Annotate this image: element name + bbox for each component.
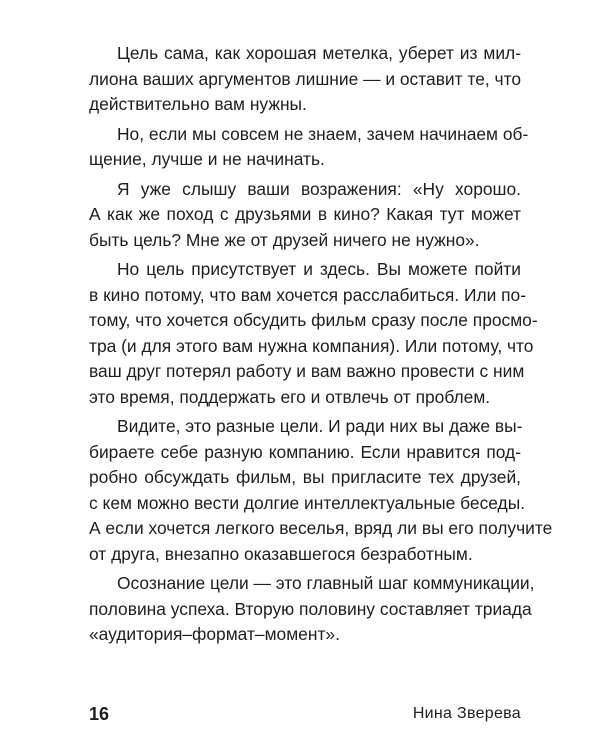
text-line: робно обсуждать фильм, вы пригласите тех друзей, [89, 467, 521, 487]
text-line: от друга, внезапно оказавшегося безработным. [89, 543, 473, 564]
text-line: в кино потому, что вам хочется расслабиться. Или по- [89, 284, 527, 305]
paragraph-3 [89, 177, 521, 254]
paragraph-1 [89, 41, 521, 118]
text-line: быть цель? Мне же от друзей ничего не нужно». [89, 229, 480, 250]
paragraph-4 [89, 257, 538, 410]
text-line: Цель сама, как хорошая метелка, уберет из мил- [117, 43, 521, 63]
text-line: половина успеха. Вторую половину составляет триада [89, 598, 532, 619]
text-line: А если хочется легкого веселья, вряд ли вы его получите [89, 518, 553, 538]
text-line: Осознание цели — это главный шаг коммуникации, [117, 573, 535, 593]
text-line: Но цель присутствует и здесь. Вы можете пойти [117, 259, 521, 279]
text-line: это время, поддержать его и отвлечь от проблем. [89, 386, 491, 407]
text-line: с кем можно вести долгие интеллектуальные беседы. [89, 492, 526, 513]
author-name: Нина Зверева [412, 705, 521, 722]
page-number: 16 [89, 704, 110, 724]
text-line: бираете себе разную компанию. Если нравится под- [89, 441, 521, 462]
body-text [89, 41, 553, 648]
text-line: тра (и для этого вам нужна компания). Или потому, что [89, 335, 534, 356]
text-line: Я уже слышу ваши возражения: «Ну хорошо. [117, 178, 521, 199]
text-line: А как же поход с друзьями в кино? Какая тут может [89, 204, 521, 224]
text-line: тому, что хочется обсудить фильм сразу после просмо- [89, 310, 538, 330]
text-line: ваш друг потерял работу и вам важно провести с ним [89, 361, 525, 381]
text-line: действительно вам нужны. [89, 94, 307, 114]
paragraph-2 [89, 122, 529, 173]
text-line: «аудитория–формат–момент». [89, 624, 340, 644]
text-line: щение, лучше и не начинать. [89, 149, 325, 169]
paragraph-5 [89, 414, 553, 567]
text-line: лиона ваших аргументов лишние — и оставит те, что [89, 68, 522, 89]
text-line: Видите, это разные цели. И ради них вы даже вы- [117, 416, 523, 436]
paragraph-6 [89, 571, 535, 648]
text-line: Но, если мы совсем не знаем, зачем начинаем об- [117, 123, 529, 144]
